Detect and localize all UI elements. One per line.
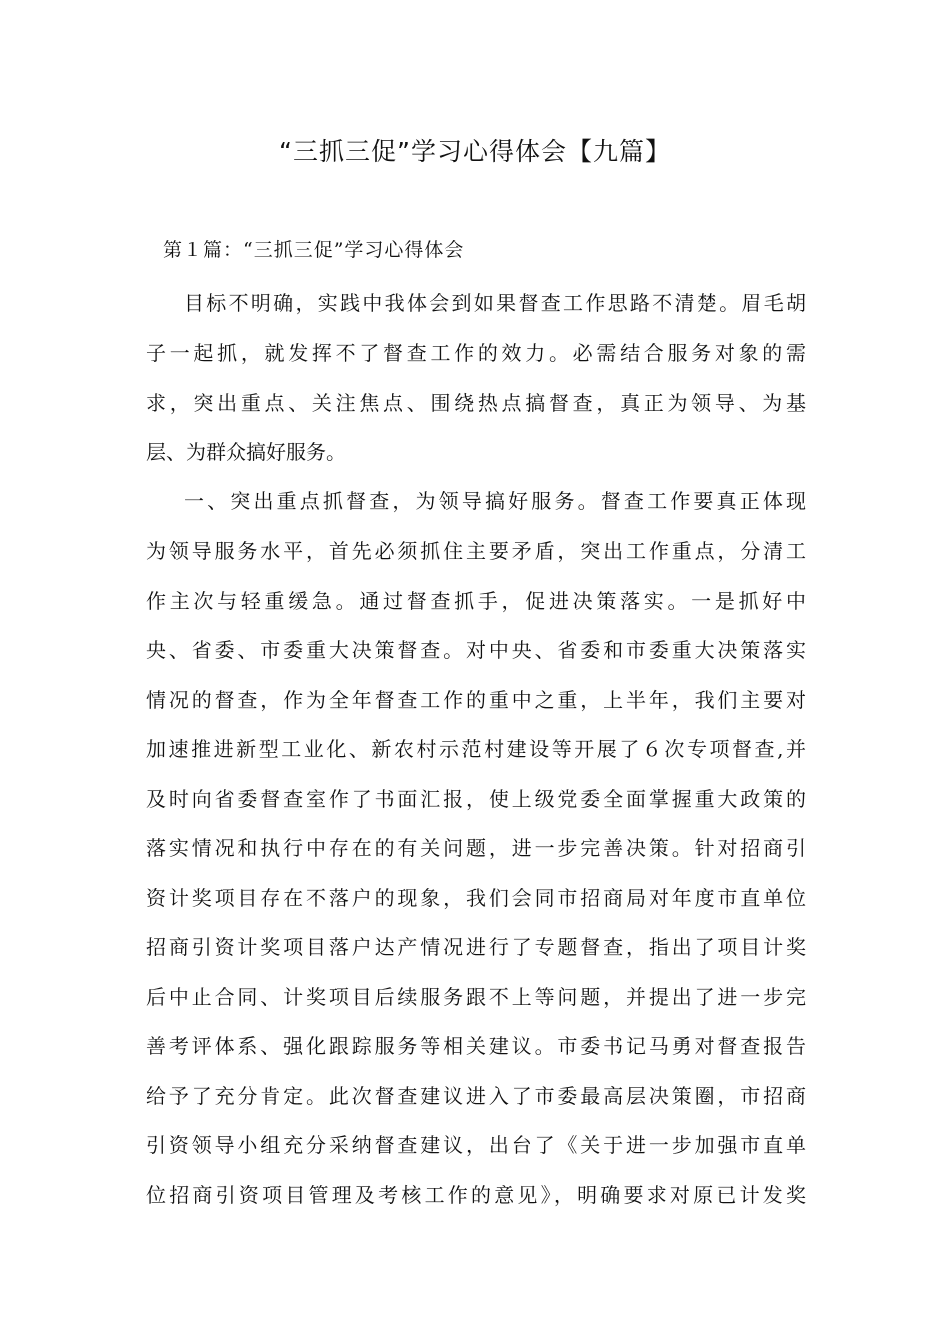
body-line: 为领导服务水平，首先必须抓住主要矛盾，突出工作重点，分清工 xyxy=(146,539,806,563)
section-heading: 第１篇：“三抓三促”学习心得体会 xyxy=(163,239,465,261)
body-line: 层、为群众搞好服务。 xyxy=(146,440,346,464)
body-line: 引资领导小组充分采纳督查建议，出台了《关于进一步加强市直单 xyxy=(146,1133,806,1157)
body-line: 央、省委、市委重大决策督查。对中央、省委和市委重大决策落实 xyxy=(146,638,806,662)
body-line: 作主次与轻重缓急。通过督查抓手，促进决策落实。一是抓好中 xyxy=(146,589,806,613)
body-line: 求，突出重点、关注焦点、围绕热点搞督查，真正为领导、为基 xyxy=(146,391,806,415)
document-title: “三抓三促”学习心得体会【九篇】 xyxy=(279,137,671,166)
body-line: 招商引资计奖项目落户达产情况进行了专题督查，指出了项目计奖 xyxy=(146,935,806,959)
body-line: 及时向省委督查室作了书面汇报，使上级党委全面掌握重大政策的 xyxy=(146,787,806,811)
body-line: 位招商引资项目管理及考核工作的意见》，明确要求对原已计发奖 xyxy=(146,1183,806,1207)
body-line: 给予了充分肯定。此次督查建议进入了市委最高层决策圈，市招商 xyxy=(146,1084,806,1108)
body-line: 加速推进新型工业化、新农村示范村建设等开展了６次专项督查,并 xyxy=(146,737,806,761)
body-line: 子一起抓，就发挥不了督查工作的效力。必需结合服务对象的需 xyxy=(146,341,806,365)
body-line: 资计奖项目存在不落户的现象，我们会同市招商局对年度市直单位 xyxy=(146,886,806,910)
body-line: 后中止合同、计奖项目后续服务跟不上等问题，并提出了进一步完 xyxy=(146,985,806,1009)
body-line: 落实情况和执行中存在的有关问题，进一步完善决策。针对招商引 xyxy=(146,836,806,860)
body-line: 一、突出重点抓督查，为领导搞好服务。督查工作要真正体现 xyxy=(184,489,806,513)
body-line: 目标不明确，实践中我体会到如果督查工作思路不清楚。眉毛胡 xyxy=(184,291,806,315)
body-line: 善考评体系、强化跟踪服务等相关建议。市委书记马勇对督查报告 xyxy=(146,1034,806,1058)
body-line: 情况的督查，作为全年督查工作的重中之重，上半年，我们主要对 xyxy=(146,688,806,712)
